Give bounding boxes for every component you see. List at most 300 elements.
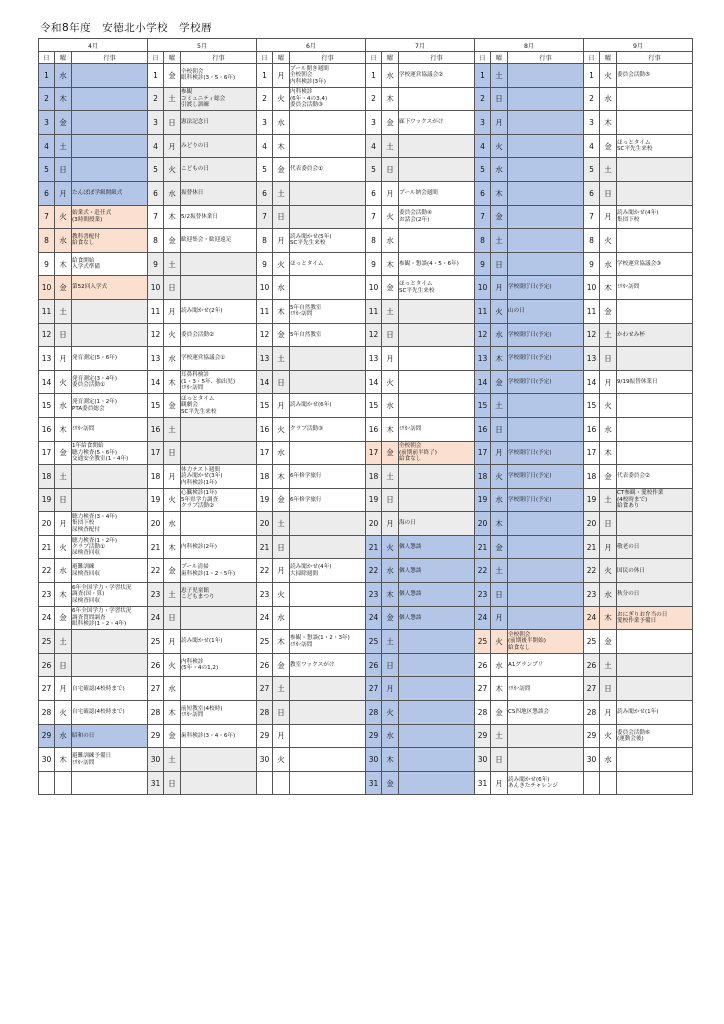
event-cell bbox=[617, 134, 693, 158]
day-number: 6 bbox=[39, 181, 55, 205]
event-text: (6年・4の3,4) bbox=[290, 95, 328, 102]
day-number: 9 bbox=[475, 252, 491, 276]
day-number: 17 bbox=[257, 441, 273, 465]
event-cell bbox=[399, 323, 475, 347]
event-cell bbox=[508, 488, 584, 512]
event-cell bbox=[617, 606, 693, 630]
day-number: 13 bbox=[148, 347, 164, 371]
weekday-column-header: 曜 bbox=[382, 52, 399, 64]
day-number bbox=[584, 771, 600, 795]
day-number: 15 bbox=[366, 394, 382, 418]
event-cell bbox=[290, 606, 366, 630]
day-number: 15 bbox=[584, 394, 600, 418]
event-cell bbox=[290, 465, 366, 489]
event-cell bbox=[72, 299, 148, 323]
weekday-cell: 月 bbox=[164, 134, 181, 158]
day-number: 16 bbox=[475, 417, 491, 441]
event-cell bbox=[290, 299, 366, 323]
event-cell bbox=[181, 181, 257, 205]
weekday-cell: 日 bbox=[55, 323, 72, 347]
weekday-cell: 木 bbox=[55, 252, 72, 276]
calendar-row bbox=[39, 323, 693, 347]
event-text: 5/2振替休業日 bbox=[181, 213, 218, 220]
weekday-column-header: 曜 bbox=[55, 52, 72, 64]
day-number: 30 bbox=[584, 748, 600, 772]
event-text: 歯科検診(1・2・5年) bbox=[181, 570, 236, 577]
event-cell bbox=[290, 417, 366, 441]
event-cell bbox=[72, 583, 148, 607]
weekday-cell: 火 bbox=[55, 205, 72, 229]
weekday-cell: 金 bbox=[600, 134, 617, 158]
weekday-cell: 木 bbox=[164, 701, 181, 725]
weekday-cell: 水 bbox=[273, 111, 290, 135]
weekday-cell: 木 bbox=[382, 583, 399, 607]
day-number bbox=[257, 771, 273, 795]
event-text: ﾐﾘｶｰ訪問 bbox=[290, 311, 313, 318]
day-number: 29 bbox=[39, 724, 55, 748]
weekday-cell: 日 bbox=[164, 111, 181, 135]
day-number: 8 bbox=[584, 229, 600, 253]
weekday-cell: 木 bbox=[600, 441, 617, 465]
event-text: (4校時まで) bbox=[617, 496, 648, 503]
event-text: 内科検診(3年) bbox=[290, 78, 326, 85]
event-text: (1・3・5年、抽出児) bbox=[181, 378, 236, 385]
event-text: 集団下校 bbox=[72, 520, 95, 527]
weekday-cell: 木 bbox=[55, 583, 72, 607]
event-cell bbox=[617, 181, 693, 205]
event-text: 委員会活動④ bbox=[399, 210, 432, 217]
weekday-cell: 火 bbox=[600, 394, 617, 418]
weekday-cell: 金 bbox=[600, 465, 617, 489]
weekday-cell: 月 bbox=[382, 512, 399, 536]
event-cell bbox=[617, 771, 693, 795]
event-cell bbox=[399, 370, 475, 394]
event-text: クラブ活動① bbox=[72, 543, 105, 550]
weekday-cell: 日 bbox=[164, 276, 181, 300]
weekday-cell: 日 bbox=[382, 488, 399, 512]
weekday-cell: 土 bbox=[600, 158, 617, 182]
event-cell bbox=[508, 465, 584, 489]
event-cell bbox=[617, 299, 693, 323]
event-text: 歯科検診(3・4・6年) bbox=[181, 732, 236, 739]
calendar-row bbox=[39, 583, 693, 607]
event-cell bbox=[508, 111, 584, 135]
weekday-cell: 土 bbox=[273, 512, 290, 536]
weekday-cell: 金 bbox=[164, 64, 181, 88]
weekday-cell: 金 bbox=[273, 323, 290, 347]
event-cell bbox=[290, 181, 366, 205]
event-text: 聴力検査(3・4年) bbox=[72, 513, 118, 520]
weekday-cell: 水 bbox=[55, 559, 72, 583]
event-cell bbox=[508, 347, 584, 371]
weekday-cell: 月 bbox=[382, 677, 399, 701]
day-number: 20 bbox=[584, 512, 600, 536]
event-text: 聴力検査(5・6年) bbox=[72, 449, 118, 456]
day-number: 6 bbox=[148, 181, 164, 205]
day-number: 29 bbox=[584, 724, 600, 748]
column-header-row bbox=[39, 52, 693, 64]
event-cell bbox=[399, 134, 475, 158]
event-text: 学校運営協議会③ bbox=[617, 260, 662, 267]
day-number: 23 bbox=[584, 583, 600, 607]
event-column-header: 行事 bbox=[290, 52, 366, 64]
day-number: 12 bbox=[475, 323, 491, 347]
day-number: 29 bbox=[148, 724, 164, 748]
event-cell bbox=[508, 229, 584, 253]
event-text: 給食あり bbox=[617, 503, 640, 510]
day-number: 2 bbox=[39, 87, 55, 111]
weekday-cell: 土 bbox=[382, 134, 399, 158]
weekday-cell: 土 bbox=[382, 299, 399, 323]
day-number: 6 bbox=[584, 181, 600, 205]
event-cell bbox=[181, 535, 257, 559]
event-text: 個人懇談 bbox=[399, 543, 422, 550]
event-text: 自宅確認(4校時まで) bbox=[72, 709, 125, 716]
weekday-cell: 木 bbox=[491, 677, 508, 701]
day-number: 28 bbox=[148, 701, 164, 725]
event-cell bbox=[508, 417, 584, 441]
day-number: 8 bbox=[257, 229, 273, 253]
day-number: 4 bbox=[148, 134, 164, 158]
day-number: 4 bbox=[475, 134, 491, 158]
event-cell bbox=[290, 394, 366, 418]
weekday-cell: 土 bbox=[273, 347, 290, 371]
day-number: 28 bbox=[475, 701, 491, 725]
event-text: 体力テスト週間 bbox=[181, 466, 220, 473]
calendar-row bbox=[39, 630, 693, 654]
weekday-cell: 金 bbox=[382, 276, 399, 300]
day-number: 9 bbox=[366, 252, 382, 276]
event-cell bbox=[72, 653, 148, 677]
weekday-cell: 月 bbox=[55, 677, 72, 701]
event-text: 学校閉庁日(予定) bbox=[508, 355, 552, 362]
event-cell bbox=[72, 158, 148, 182]
weekday-cell: 水 bbox=[382, 559, 399, 583]
day-number: 11 bbox=[366, 299, 382, 323]
event-text: ほっとタイム bbox=[181, 396, 215, 402]
day-number: 18 bbox=[257, 465, 273, 489]
day-number: 5 bbox=[39, 158, 55, 182]
event-text: ﾐﾘｶｰ訪問 bbox=[290, 641, 313, 648]
weekday-cell: 火 bbox=[600, 229, 617, 253]
day-number: 2 bbox=[366, 87, 382, 111]
weekday-cell: 金 bbox=[382, 111, 399, 135]
event-text: 参観 bbox=[181, 89, 193, 96]
day-number: 19 bbox=[584, 488, 600, 512]
event-text: 5年県学力調査 bbox=[181, 496, 219, 503]
weekday-cell: 日 bbox=[600, 512, 617, 536]
day-number: 7 bbox=[257, 205, 273, 229]
event-cell bbox=[399, 87, 475, 111]
day-number: 27 bbox=[39, 677, 55, 701]
day-number: 6 bbox=[366, 181, 382, 205]
weekday-cell: 土 bbox=[164, 252, 181, 276]
event-text: 全校朝会 bbox=[181, 68, 204, 75]
event-cell bbox=[399, 583, 475, 607]
calendar-row bbox=[39, 748, 693, 772]
weekday-cell: 金 bbox=[55, 111, 72, 135]
day-number: 21 bbox=[366, 535, 382, 559]
event-cell bbox=[181, 724, 257, 748]
weekday-cell: 水 bbox=[273, 441, 290, 465]
weekday-cell: 金 bbox=[382, 441, 399, 465]
event-text: 読み聞かせ(3年) bbox=[181, 473, 223, 480]
weekday-cell: 木 bbox=[273, 630, 290, 654]
event-text: 自宅確認(4校時まで) bbox=[72, 685, 125, 692]
weekday-cell: 月 bbox=[55, 347, 72, 371]
weekday-cell: 水 bbox=[273, 276, 290, 300]
weekday-cell: 木 bbox=[273, 299, 290, 323]
day-number: 21 bbox=[148, 535, 164, 559]
event-cell bbox=[290, 252, 366, 276]
day-number: 11 bbox=[39, 299, 55, 323]
weekday-cell: 火 bbox=[382, 205, 399, 229]
weekday-cell: 水 bbox=[382, 724, 399, 748]
event-text: 5年自然教室 bbox=[290, 331, 322, 338]
calendar-row bbox=[39, 653, 693, 677]
event-cell bbox=[290, 441, 366, 465]
event-cell bbox=[181, 417, 257, 441]
calendar-row bbox=[39, 701, 693, 725]
weekday-cell: 月 bbox=[273, 724, 290, 748]
event-cell bbox=[617, 64, 693, 88]
event-cell bbox=[181, 64, 257, 88]
weekday-cell: 水 bbox=[382, 394, 399, 418]
weekday-cell: 水 bbox=[164, 677, 181, 701]
event-text: 1年給食開始 bbox=[72, 443, 104, 450]
event-text: ほっとタイム bbox=[399, 281, 433, 288]
event-cell bbox=[290, 347, 366, 371]
event-cell bbox=[508, 441, 584, 465]
event-cell bbox=[72, 134, 148, 158]
event-cell bbox=[181, 87, 257, 111]
day-number: 15 bbox=[257, 394, 273, 418]
weekday-cell: 金 bbox=[491, 701, 508, 725]
weekday-cell: 金 bbox=[273, 653, 290, 677]
day-number: 30 bbox=[475, 748, 491, 772]
event-cell bbox=[399, 535, 475, 559]
day-number: 27 bbox=[475, 677, 491, 701]
day-number: 24 bbox=[366, 606, 382, 630]
day-number: 12 bbox=[39, 323, 55, 347]
event-cell bbox=[290, 583, 366, 607]
weekday-cell: 月 bbox=[600, 535, 617, 559]
day-number: 19 bbox=[257, 488, 273, 512]
day-number bbox=[39, 771, 55, 795]
event-cell bbox=[181, 653, 257, 677]
event-cell bbox=[72, 701, 148, 725]
event-cell bbox=[617, 535, 693, 559]
day-number: 16 bbox=[39, 417, 55, 441]
day-number: 30 bbox=[257, 748, 273, 772]
day-number: 4 bbox=[584, 134, 600, 158]
weekday-cell: 木 bbox=[491, 181, 508, 205]
day-number: 16 bbox=[148, 417, 164, 441]
event-cell bbox=[290, 323, 366, 347]
event-cell bbox=[290, 64, 366, 88]
event-text: (運動会後) bbox=[617, 735, 644, 742]
day-number: 5 bbox=[366, 158, 382, 182]
day-number: 5 bbox=[475, 158, 491, 182]
event-cell bbox=[72, 205, 148, 229]
event-cell bbox=[181, 111, 257, 135]
day-number: 1 bbox=[475, 64, 491, 88]
event-cell bbox=[399, 701, 475, 725]
weekday-cell: 木 bbox=[55, 748, 72, 772]
event-cell bbox=[399, 205, 475, 229]
weekday-cell: 火 bbox=[164, 488, 181, 512]
weekday-cell: 火 bbox=[491, 299, 508, 323]
event-text: 前短教室(4校時) bbox=[181, 705, 223, 712]
day-number: 9 bbox=[148, 252, 164, 276]
event-cell bbox=[181, 559, 257, 583]
event-cell bbox=[617, 252, 693, 276]
weekday-cell: 土 bbox=[491, 64, 508, 88]
weekday-cell: 水 bbox=[491, 323, 508, 347]
event-text: 全校朝会 bbox=[508, 631, 531, 638]
calendar-row bbox=[39, 394, 693, 418]
weekday-cell: 水 bbox=[55, 64, 72, 88]
event-text: 読み聞かせ(4年) bbox=[290, 564, 332, 571]
event-cell bbox=[508, 771, 584, 795]
event-text: 学校閉庁日(予定) bbox=[508, 496, 552, 503]
event-text: 5年自然教室 bbox=[290, 304, 322, 311]
weekday-cell: 木 bbox=[382, 417, 399, 441]
weekday-cell: 水 bbox=[382, 64, 399, 88]
day-number: 20 bbox=[475, 512, 491, 536]
event-cell bbox=[290, 276, 366, 300]
weekday-cell: 月 bbox=[600, 205, 617, 229]
month-header-4: 4月 bbox=[39, 39, 148, 52]
event-cell bbox=[290, 701, 366, 725]
day-number: 9 bbox=[39, 252, 55, 276]
event-cell bbox=[181, 205, 257, 229]
day-number: 18 bbox=[148, 465, 164, 489]
event-cell bbox=[181, 630, 257, 654]
weekday-cell: 火 bbox=[55, 370, 72, 394]
event-cell bbox=[72, 559, 148, 583]
weekday-cell: 木 bbox=[164, 535, 181, 559]
event-text: 参観・懇談(4・5・6年) bbox=[399, 260, 459, 267]
event-text: 第52回入学式 bbox=[72, 284, 108, 291]
day-number: 26 bbox=[148, 653, 164, 677]
event-cell bbox=[290, 559, 366, 583]
weekday-cell: 土 bbox=[164, 583, 181, 607]
event-text: PTA委員総会 bbox=[72, 405, 105, 412]
weekday-cell: 火 bbox=[55, 535, 72, 559]
event-cell bbox=[399, 111, 475, 135]
calendar-row bbox=[39, 134, 693, 158]
weekday-cell: 日 bbox=[164, 606, 181, 630]
day-number: 4 bbox=[366, 134, 382, 158]
event-cell bbox=[181, 252, 257, 276]
event-text: 始業式・赴任式 bbox=[72, 210, 112, 217]
event-cell bbox=[508, 323, 584, 347]
day-number: 30 bbox=[148, 748, 164, 772]
event-cell bbox=[617, 417, 693, 441]
event-cell bbox=[508, 64, 584, 88]
weekday-cell: 木 bbox=[164, 370, 181, 394]
event-text: SC平先生来校 bbox=[617, 146, 653, 153]
day-number: 2 bbox=[475, 87, 491, 111]
calendar-row bbox=[39, 158, 693, 182]
event-cell bbox=[508, 724, 584, 748]
event-text: (前期後半開始) bbox=[508, 638, 546, 645]
event-cell bbox=[617, 347, 693, 371]
event-cell bbox=[617, 276, 693, 300]
event-cell bbox=[181, 394, 257, 418]
event-text: 学校閉庁日(予定) bbox=[508, 331, 552, 338]
day-number: 8 bbox=[148, 229, 164, 253]
event-cell bbox=[72, 111, 148, 135]
event-cell bbox=[508, 394, 584, 418]
day-column-header: 日 bbox=[366, 52, 382, 64]
weekday-cell: 金 bbox=[491, 370, 508, 394]
day-number: 7 bbox=[148, 205, 164, 229]
day-number: 17 bbox=[148, 441, 164, 465]
event-cell bbox=[181, 488, 257, 512]
day-number: 29 bbox=[366, 724, 382, 748]
month-header-7: 7月 bbox=[366, 39, 475, 52]
event-cell bbox=[181, 370, 257, 394]
weekday-cell: 金 bbox=[491, 535, 508, 559]
weekday-cell: 月 bbox=[164, 630, 181, 654]
weekday-column-header: 曜 bbox=[491, 52, 508, 64]
event-cell bbox=[72, 417, 148, 441]
event-text: 学校閉庁日(予定) bbox=[508, 449, 552, 456]
event-text: 内科検診 bbox=[290, 89, 313, 96]
day-number: 13 bbox=[584, 347, 600, 371]
event-cell bbox=[290, 111, 366, 135]
weekday-column-header: 曜 bbox=[273, 52, 290, 64]
day-number: 28 bbox=[366, 701, 382, 725]
day-number: 5 bbox=[584, 158, 600, 182]
day-number: 1 bbox=[39, 64, 55, 88]
event-text: 発育測定(5・6年) bbox=[72, 355, 118, 362]
weekday-cell: 水 bbox=[600, 583, 617, 607]
event-cell bbox=[617, 441, 693, 465]
event-cell bbox=[508, 630, 584, 654]
day-number: 2 bbox=[584, 87, 600, 111]
event-cell bbox=[399, 347, 475, 371]
weekday-cell: 日 bbox=[273, 205, 290, 229]
event-text: 昭和の日 bbox=[72, 732, 95, 739]
weekday-cell: 水 bbox=[382, 229, 399, 253]
day-column-header: 日 bbox=[148, 52, 164, 64]
weekday-cell: 土 bbox=[600, 653, 617, 677]
event-text: 読み聞かせ(1年) bbox=[181, 638, 223, 645]
event-text: 心臓検診(1年) bbox=[181, 490, 217, 497]
day-number: 18 bbox=[584, 465, 600, 489]
day-number: 3 bbox=[366, 111, 382, 135]
event-cell bbox=[72, 512, 148, 536]
event-cell bbox=[72, 252, 148, 276]
day-number: 28 bbox=[584, 701, 600, 725]
event-text: 委員会活動② bbox=[181, 331, 214, 338]
day-number: 13 bbox=[475, 347, 491, 371]
event-cell bbox=[399, 724, 475, 748]
event-cell bbox=[290, 512, 366, 536]
weekday-cell: 金 bbox=[55, 441, 72, 465]
day-number: 16 bbox=[366, 417, 382, 441]
weekday-cell: 月 bbox=[382, 347, 399, 371]
calendar-row bbox=[39, 276, 693, 300]
day-number: 10 bbox=[39, 276, 55, 300]
weekday-column-header: 曜 bbox=[600, 52, 617, 64]
calendar-row bbox=[39, 606, 693, 630]
event-cell bbox=[181, 299, 257, 323]
event-cell bbox=[181, 465, 257, 489]
